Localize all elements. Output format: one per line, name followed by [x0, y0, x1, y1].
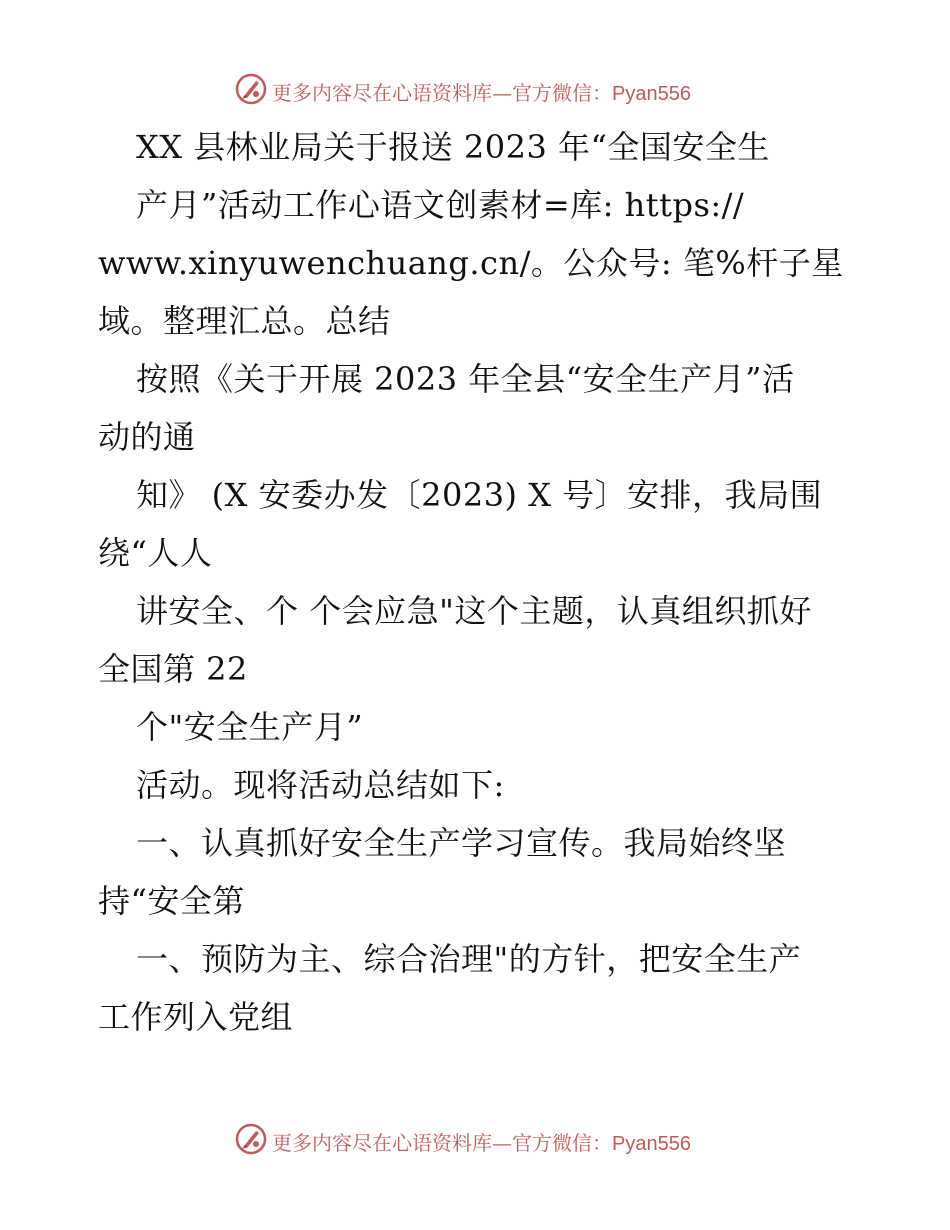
text-line: 绕“人人: [98, 534, 213, 572]
watermark-separator: —: [492, 1131, 512, 1155]
watermark-text: [272, 77, 691, 106]
text-line: XX 县林业局关于报送 2023 年“全国安全生: [136, 128, 770, 166]
text-line: www.xinyuwenchuang.cn/。公众号: 笔%杆子星: [98, 244, 844, 282]
text-line: 知》 (X 安委办发〔2023) X 号〕安排，我局围: [136, 476, 823, 514]
text-line: 讲安全、个 个会应急"这个主题，认真组织抓好: [136, 592, 812, 630]
text-line: 全国第 22: [98, 650, 248, 688]
text-line: 一、预防为主、综合治理"的方针，把安全生产: [136, 940, 802, 978]
watermark-banner-top: [0, 70, 950, 110]
watermark-handle: Pyan556: [612, 1133, 691, 1155]
text-line: 一、认真抓好安全生产学习宣传。我局始终坚: [136, 824, 787, 862]
quill-logo-icon: [234, 1122, 268, 1156]
watermark-title: 更多内容尽在心语资料库: [272, 1131, 492, 1155]
watermark-separator: —: [492, 81, 512, 105]
watermark-text: [272, 1127, 691, 1156]
text-line: 按照《关于开展 2023 年全县“安全生产月”活: [136, 360, 795, 398]
text-line: 持“安全第: [98, 882, 245, 920]
text-line: 活动。现将活动总结如下:: [136, 766, 505, 804]
text-line: 个"安全生产月”: [136, 708, 364, 746]
watermark-title: 更多内容尽在心语资料库: [272, 81, 492, 105]
text-line: 工作列入党组: [98, 998, 294, 1036]
text-line: 产月”活动工作心语文创素材=库: https://: [136, 186, 745, 224]
text-line: 域。整理汇总。总结: [98, 302, 391, 340]
text-line: 动的通: [98, 418, 196, 456]
watermark-handle: Pyan556: [612, 83, 691, 105]
quill-logo-icon: [234, 72, 268, 106]
watermark-wechat-label: 官方微信：: [512, 81, 612, 105]
watermark-wechat-label: 官方微信：: [512, 1131, 612, 1155]
watermark-banner-bottom: [0, 1120, 950, 1160]
